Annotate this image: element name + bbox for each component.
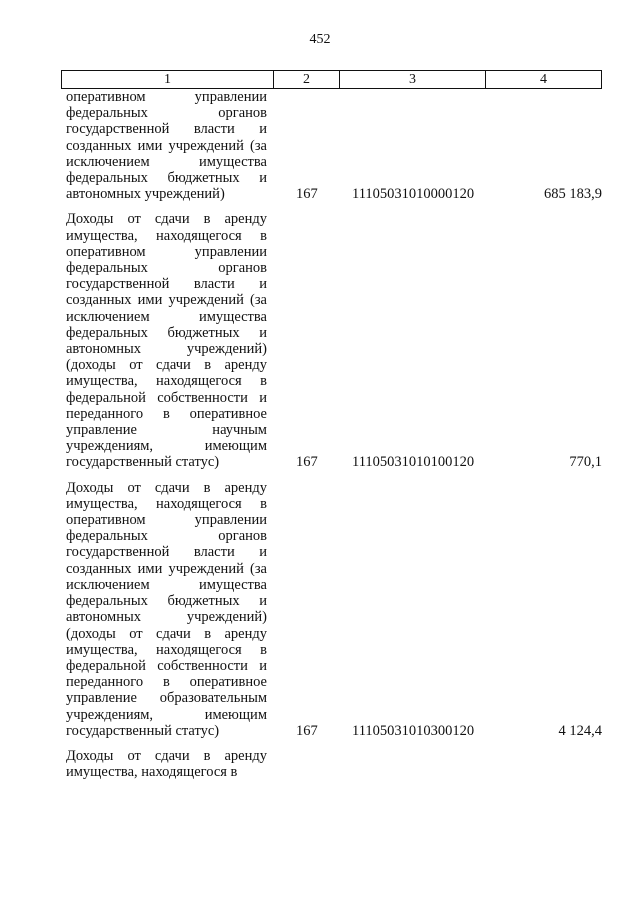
description-line: Доходы от сдачи в аренду (66, 211, 267, 228)
description-line: автономных учреждений) (66, 186, 225, 203)
row-description (66, 480, 267, 739)
description-line: федеральных органов (66, 528, 267, 545)
row-gap (0, 739, 640, 748)
description-line: имущества, находящегося в (66, 227, 267, 244)
table-row (0, 480, 640, 739)
description-line: оперативном управлении (66, 89, 267, 105)
description-line: автономных учреждений) (66, 609, 267, 626)
table-row (0, 89, 640, 202)
row-kbk: 11105031010100120 (352, 454, 475, 471)
description-line: исключением имущества (66, 308, 267, 325)
table-row (0, 748, 640, 780)
header-col-4: 4 (540, 72, 547, 87)
description-line: переданного в оперативное (66, 405, 267, 422)
description-line: учреждениям, имеющим (66, 438, 267, 455)
description-line: созданных ими учреждений (за (66, 560, 267, 577)
row-amount: 770,1 (569, 454, 602, 471)
description-line: автономных учреждений) (66, 341, 267, 358)
row-code: 167 (296, 186, 318, 203)
description-line: исключением имущества (66, 153, 267, 170)
description-line: государственный статус) (66, 722, 220, 739)
description-line: управление научным (66, 422, 267, 439)
description-line: государственной власти и (66, 544, 267, 561)
description-line: федеральной собственности и (66, 657, 267, 674)
page-number: 452 (309, 32, 331, 47)
header-col-2: 2 (274, 71, 340, 88)
description-line: государственной власти и (66, 276, 267, 293)
description-line: федеральных органов (66, 105, 267, 122)
description-line: федеральных бюджетных и (66, 170, 267, 187)
description-line: имущества, находящегося в (66, 373, 267, 390)
description-line: государственный статус) (66, 454, 220, 471)
description-line: оперативном управлении (66, 243, 267, 260)
description-line: государственной власти и (66, 121, 267, 138)
description-line: управление образовательным (66, 690, 267, 707)
description-line: федеральных органов (66, 260, 267, 277)
description-line: (доходы от сдачи в аренду (66, 625, 267, 642)
row-code: 167 (296, 722, 318, 739)
description-line: имущества, находящегося в (66, 495, 267, 512)
header-col-1: 1 (62, 71, 274, 88)
description-line: созданных ими учреждений (за (66, 292, 267, 309)
description-line: федеральных бюджетных и (66, 324, 267, 341)
table-header (61, 70, 602, 89)
row-amount: 4 124,4 (558, 722, 602, 739)
row-description (66, 89, 267, 202)
description-line: переданного в оперативное (66, 674, 267, 691)
description-line: учреждениям, имеющим (66, 706, 267, 723)
description-line: федеральных бюджетных и (66, 593, 267, 610)
description-line: Доходы от сдачи в аренду (66, 747, 267, 764)
row-gap (0, 202, 640, 211)
description-line: исключением имущества (66, 576, 267, 593)
table-row (0, 211, 640, 470)
row-description (66, 211, 267, 470)
table-body (0, 89, 640, 780)
description-line: оперативном управлении (66, 512, 267, 529)
row-description (66, 748, 267, 780)
description-line: имущества, находящегося в (66, 764, 238, 781)
row-gap (0, 471, 640, 480)
row-amount: 685 183,9 (544, 186, 602, 203)
row-kbk: 11105031010300120 (352, 722, 475, 739)
description-line: (доходы от сдачи в аренду (66, 357, 267, 374)
description-line: Доходы от сдачи в аренду (66, 479, 267, 496)
description-line: федеральной собственности и (66, 389, 267, 406)
description-line: имущества, находящегося в (66, 641, 267, 658)
description-line: созданных ими учреждений (за (66, 137, 267, 154)
row-kbk: 11105031010000120 (352, 186, 475, 203)
header-col-3: 3 (340, 71, 486, 88)
row-code: 167 (296, 454, 318, 471)
